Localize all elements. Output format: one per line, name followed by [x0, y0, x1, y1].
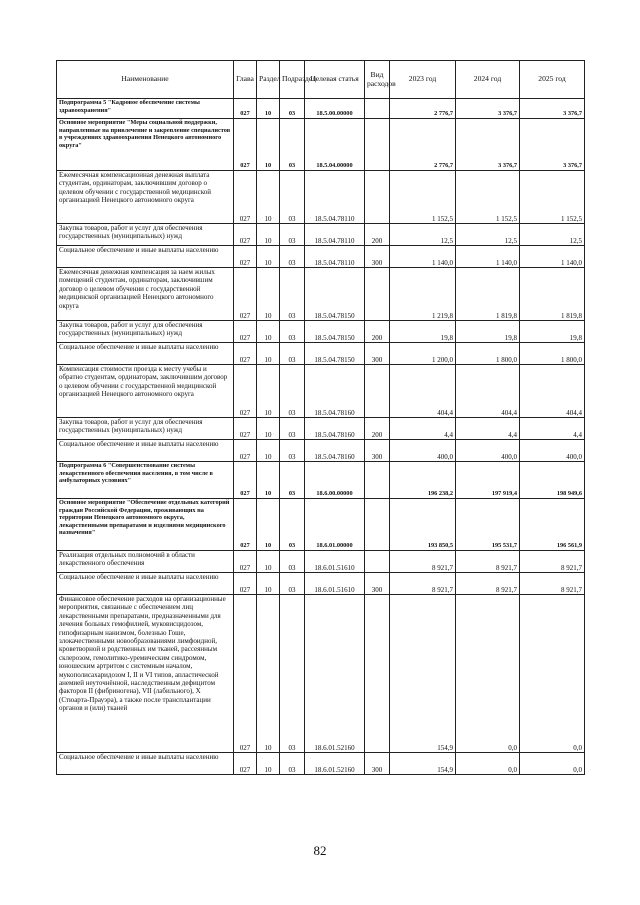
row-2025: 3 376,7	[520, 99, 585, 119]
row-2024: 1 800,0	[456, 343, 520, 365]
row-razdel: 10	[257, 462, 280, 499]
table-row	[57, 499, 585, 551]
row-glava: 027	[234, 440, 257, 462]
table-row	[57, 440, 585, 462]
row-2025: 0,0	[520, 595, 585, 753]
row-expense-type: 200	[365, 321, 390, 343]
row-2023: 12,5	[390, 224, 456, 246]
row-2025: 3 376,7	[520, 119, 585, 171]
row-2024: 3 376,7	[456, 99, 520, 119]
row-2024: 0,0	[456, 595, 520, 753]
row-2025: 1 800,0	[520, 343, 585, 365]
row-target-article: 18.5.04.78110	[305, 224, 365, 246]
table-body	[57, 99, 585, 775]
row-2025: 1 140,0	[520, 246, 585, 268]
row-2025: 0,0	[520, 753, 585, 775]
row-razdel: 10	[257, 595, 280, 753]
row-razdel: 10	[257, 573, 280, 595]
header-name: Наименование	[57, 61, 234, 99]
row-2024: 195 531,7	[456, 499, 520, 551]
row-2023: 196 238,2	[390, 462, 456, 499]
row-name: Социальное обеспечение и иные выплаты населению	[57, 440, 234, 462]
table-row	[57, 119, 585, 171]
row-razdel: 10	[257, 99, 280, 119]
row-target-article: 18.6.01.51610	[305, 573, 365, 595]
row-target-article: 18.5.04.78160	[305, 440, 365, 462]
row-target-article: 18.5.04.78160	[305, 418, 365, 440]
row-2023: 400,0	[390, 440, 456, 462]
row-glava: 027	[234, 365, 257, 418]
table-row	[57, 343, 585, 365]
row-2023: 19,8	[390, 321, 456, 343]
row-razdel: 10	[257, 499, 280, 551]
row-name: Подпрограмма 5 "Кадровое обеспечение системы здравоохранения"	[57, 99, 234, 119]
row-podrazdel: 03	[280, 343, 305, 365]
row-2025: 12,5	[520, 224, 585, 246]
row-name: Закупка товаров, работ и услуг для обеспечения государственных (муниципальных) нужд	[57, 224, 234, 246]
table-row	[57, 595, 585, 753]
row-name: Основное мероприятие "Меры социальной поддержки, направленные на привлечение и закрепление специалистов в учреждениях здравоохранения Ненецкого автономного округа"	[57, 119, 234, 171]
table-row	[57, 224, 585, 246]
header-glava: Глава	[234, 61, 257, 99]
row-2025: 8 921,7	[520, 551, 585, 573]
table-row	[57, 99, 585, 119]
row-name: Социальное обеспечение и иные выплаты населению	[57, 343, 234, 365]
row-target-article: 18.5.04.78110	[305, 246, 365, 268]
row-podrazdel: 03	[280, 462, 305, 499]
row-2024: 4,4	[456, 418, 520, 440]
row-2023: 8 921,7	[390, 573, 456, 595]
row-glava: 027	[234, 573, 257, 595]
row-glava: 027	[234, 321, 257, 343]
row-razdel: 10	[257, 343, 280, 365]
row-2025: 196 561,9	[520, 499, 585, 551]
row-expense-type	[365, 119, 390, 171]
row-glava: 027	[234, 171, 257, 224]
row-glava: 027	[234, 499, 257, 551]
row-razdel: 10	[257, 753, 280, 775]
row-2024: 0,0	[456, 753, 520, 775]
table-row	[57, 418, 585, 440]
row-name: Социальное обеспечение и иные выплаты населению	[57, 246, 234, 268]
row-name: Социальное обеспечение и иные выплаты населению	[57, 573, 234, 595]
row-2023: 8 921,7	[390, 551, 456, 573]
row-name: Ежемесячная денежная компенсация за наем жилых помещений студентам, ординаторам, заключившим договор о целевом обучении с государственной медицинской организацией Ненецкого автономного округа	[57, 268, 234, 321]
row-podrazdel: 03	[280, 551, 305, 573]
row-2024: 1 152,5	[456, 171, 520, 224]
row-razdel: 10	[257, 551, 280, 573]
row-target-article: 18.6.01.00000	[305, 499, 365, 551]
row-2024: 19,8	[456, 321, 520, 343]
header-razdel: Раздел	[257, 61, 280, 99]
row-expense-type	[365, 595, 390, 753]
row-name: Закупка товаров, работ и услуг для обеспечения государственных (муниципальных) нужд	[57, 321, 234, 343]
row-podrazdel: 03	[280, 246, 305, 268]
table-row	[57, 551, 585, 573]
row-glava: 027	[234, 343, 257, 365]
row-target-article: 18.6.01.51610	[305, 551, 365, 573]
row-glava: 027	[234, 246, 257, 268]
budget-table	[56, 60, 585, 775]
row-target-article: 18.5.04.78150	[305, 321, 365, 343]
row-expense-type: 200	[365, 224, 390, 246]
row-expense-type: 200	[365, 418, 390, 440]
page-number: 82	[313, 843, 327, 858]
row-name: Основное мероприятие "Обеспечение отдельных категорий граждан Российской Федерации, проживающих на территории Ненецкого автономного округа, лекарственными препаратами и изделиями медицинского назначения"	[57, 499, 234, 551]
row-glava: 027	[234, 418, 257, 440]
row-expense-type: 300	[365, 440, 390, 462]
row-expense-type	[365, 499, 390, 551]
row-glava: 027	[234, 462, 257, 499]
row-2023: 1 152,5	[390, 171, 456, 224]
row-podrazdel: 03	[280, 573, 305, 595]
row-glava: 027	[234, 753, 257, 775]
row-2024: 1 140,0	[456, 246, 520, 268]
row-expense-type	[365, 268, 390, 321]
row-2024: 197 919,4	[456, 462, 520, 499]
row-razdel: 10	[257, 246, 280, 268]
row-podrazdel: 03	[280, 224, 305, 246]
row-2024: 3 376,7	[456, 119, 520, 171]
row-razdel: 10	[257, 119, 280, 171]
row-podrazdel: 03	[280, 268, 305, 321]
row-target-article: 18.5.04.78110	[305, 171, 365, 224]
row-2024: 12,5	[456, 224, 520, 246]
table-row	[57, 462, 585, 499]
row-2023: 1 200,0	[390, 343, 456, 365]
row-2024: 8 921,7	[456, 551, 520, 573]
table-row	[57, 321, 585, 343]
row-2024: 8 921,7	[456, 573, 520, 595]
row-2024: 400,0	[456, 440, 520, 462]
row-expense-type	[365, 462, 390, 499]
row-name: Ежемесячная компенсационная денежная выплата студентам, ординаторам, заключившим договор о целевом обучении с государственной медицинской организацией Ненецкого автономного округа	[57, 171, 234, 224]
row-podrazdel: 03	[280, 595, 305, 753]
row-2024: 404,4	[456, 365, 520, 418]
table-row	[57, 268, 585, 321]
row-2025: 404,4	[520, 365, 585, 418]
row-target-article: 18.5.04.00000	[305, 119, 365, 171]
row-expense-type	[365, 99, 390, 119]
row-podrazdel: 03	[280, 365, 305, 418]
row-target-article: 18.6.01.52160	[305, 595, 365, 753]
row-expense-type	[365, 365, 390, 418]
header-2024: 2024 год	[456, 61, 520, 99]
table-row	[57, 753, 585, 775]
header-2023: 2023 год	[390, 61, 456, 99]
row-podrazdel: 03	[280, 753, 305, 775]
row-target-article: 18.5.00.00000	[305, 99, 365, 119]
row-name: Компенсация стоимости проезда к месту учебы и обратно студентам, ординаторам, заключившим договор о целевом обучении с государственной медицинской организацией Ненецкого автономного округа	[57, 365, 234, 418]
row-podrazdel: 03	[280, 321, 305, 343]
row-2023: 154,9	[390, 595, 456, 753]
header-2025: 2025 год	[520, 61, 585, 99]
row-podrazdel: 03	[280, 499, 305, 551]
row-glava: 027	[234, 99, 257, 119]
row-razdel: 10	[257, 171, 280, 224]
row-2024: 1 819,8	[456, 268, 520, 321]
row-2023: 404,4	[390, 365, 456, 418]
row-2025: 198 949,6	[520, 462, 585, 499]
header-podrazdel: Подраздел	[280, 61, 305, 99]
row-razdel: 10	[257, 365, 280, 418]
row-2023: 4,4	[390, 418, 456, 440]
row-expense-type: 300	[365, 343, 390, 365]
row-target-article: 18.6.00.00000	[305, 462, 365, 499]
row-glava: 027	[234, 224, 257, 246]
row-expense-type: 300	[365, 753, 390, 775]
row-target-article: 18.5.04.78160	[305, 365, 365, 418]
row-2025: 19,8	[520, 321, 585, 343]
row-expense-type: 300	[365, 573, 390, 595]
row-name: Реализация отдельных полномочий в области лекарственного обеспечения	[57, 551, 234, 573]
row-name: Закупка товаров, работ и услуг для обеспечения государственных (муниципальных) нужд	[57, 418, 234, 440]
row-name: Социальное обеспечение и иные выплаты населению	[57, 753, 234, 775]
row-glava: 027	[234, 551, 257, 573]
row-podrazdel: 03	[280, 119, 305, 171]
row-2023: 1 140,0	[390, 246, 456, 268]
table-header-row	[57, 61, 585, 99]
row-2023: 193 850,5	[390, 499, 456, 551]
header-target-article: Целевая статья	[305, 61, 365, 99]
row-razdel: 10	[257, 418, 280, 440]
row-2023: 154,9	[390, 753, 456, 775]
table-row	[57, 171, 585, 224]
row-razdel: 10	[257, 268, 280, 321]
header-expense-type: Вид расходов	[365, 61, 390, 99]
row-target-article: 18.5.04.78150	[305, 343, 365, 365]
row-expense-type	[365, 551, 390, 573]
row-razdel: 10	[257, 440, 280, 462]
row-glava: 027	[234, 268, 257, 321]
row-expense-type: 300	[365, 246, 390, 268]
row-name: Финансовое обеспечение расходов на организационные мероприятия, связанные с обеспечением лиц лекарственными препаратами, предназначенными для лечения больных гемофилией, муковисцидозом, гипофизарным нанизмом, болезнью Гоше, злокачественными новообразованиями лимфоидной, кроветворной и родственных им тканей, рассеянным склерозом, гемолитико-уремическим синдромом, юношеским артритом с системным началом, мукополисахаридозом I, II и VI типов, апластической анемией неуточнённой, наследственным дефицитом факторов II (фибриногена), VII (лабильного), X (Стюарта-Прауэра), а также после трансплантации органов и (или) тканей	[57, 595, 234, 753]
table-row	[57, 573, 585, 595]
row-2023: 2 776,7	[390, 99, 456, 119]
row-2023: 2 776,7	[390, 119, 456, 171]
row-podrazdel: 03	[280, 418, 305, 440]
row-2025: 1 152,5	[520, 171, 585, 224]
row-2025: 4,4	[520, 418, 585, 440]
row-glava: 027	[234, 119, 257, 171]
table-row	[57, 246, 585, 268]
row-razdel: 10	[257, 224, 280, 246]
table-row	[57, 365, 585, 418]
row-target-article: 18.6.01.52160	[305, 753, 365, 775]
row-2025: 8 921,7	[520, 573, 585, 595]
row-podrazdel: 03	[280, 171, 305, 224]
row-name: Подпрограмма 6 "Совершенствование системы лекарственного обеспечения населения, в том числе в амбулаторных условиях"	[57, 462, 234, 499]
row-razdel: 10	[257, 321, 280, 343]
row-target-article: 18.5.04.78150	[305, 268, 365, 321]
row-2025: 1 819,8	[520, 268, 585, 321]
row-podrazdel: 03	[280, 440, 305, 462]
row-podrazdel: 03	[280, 99, 305, 119]
row-2025: 400,0	[520, 440, 585, 462]
row-glava: 027	[234, 595, 257, 753]
row-2023: 1 219,8	[390, 268, 456, 321]
row-expense-type	[365, 171, 390, 224]
